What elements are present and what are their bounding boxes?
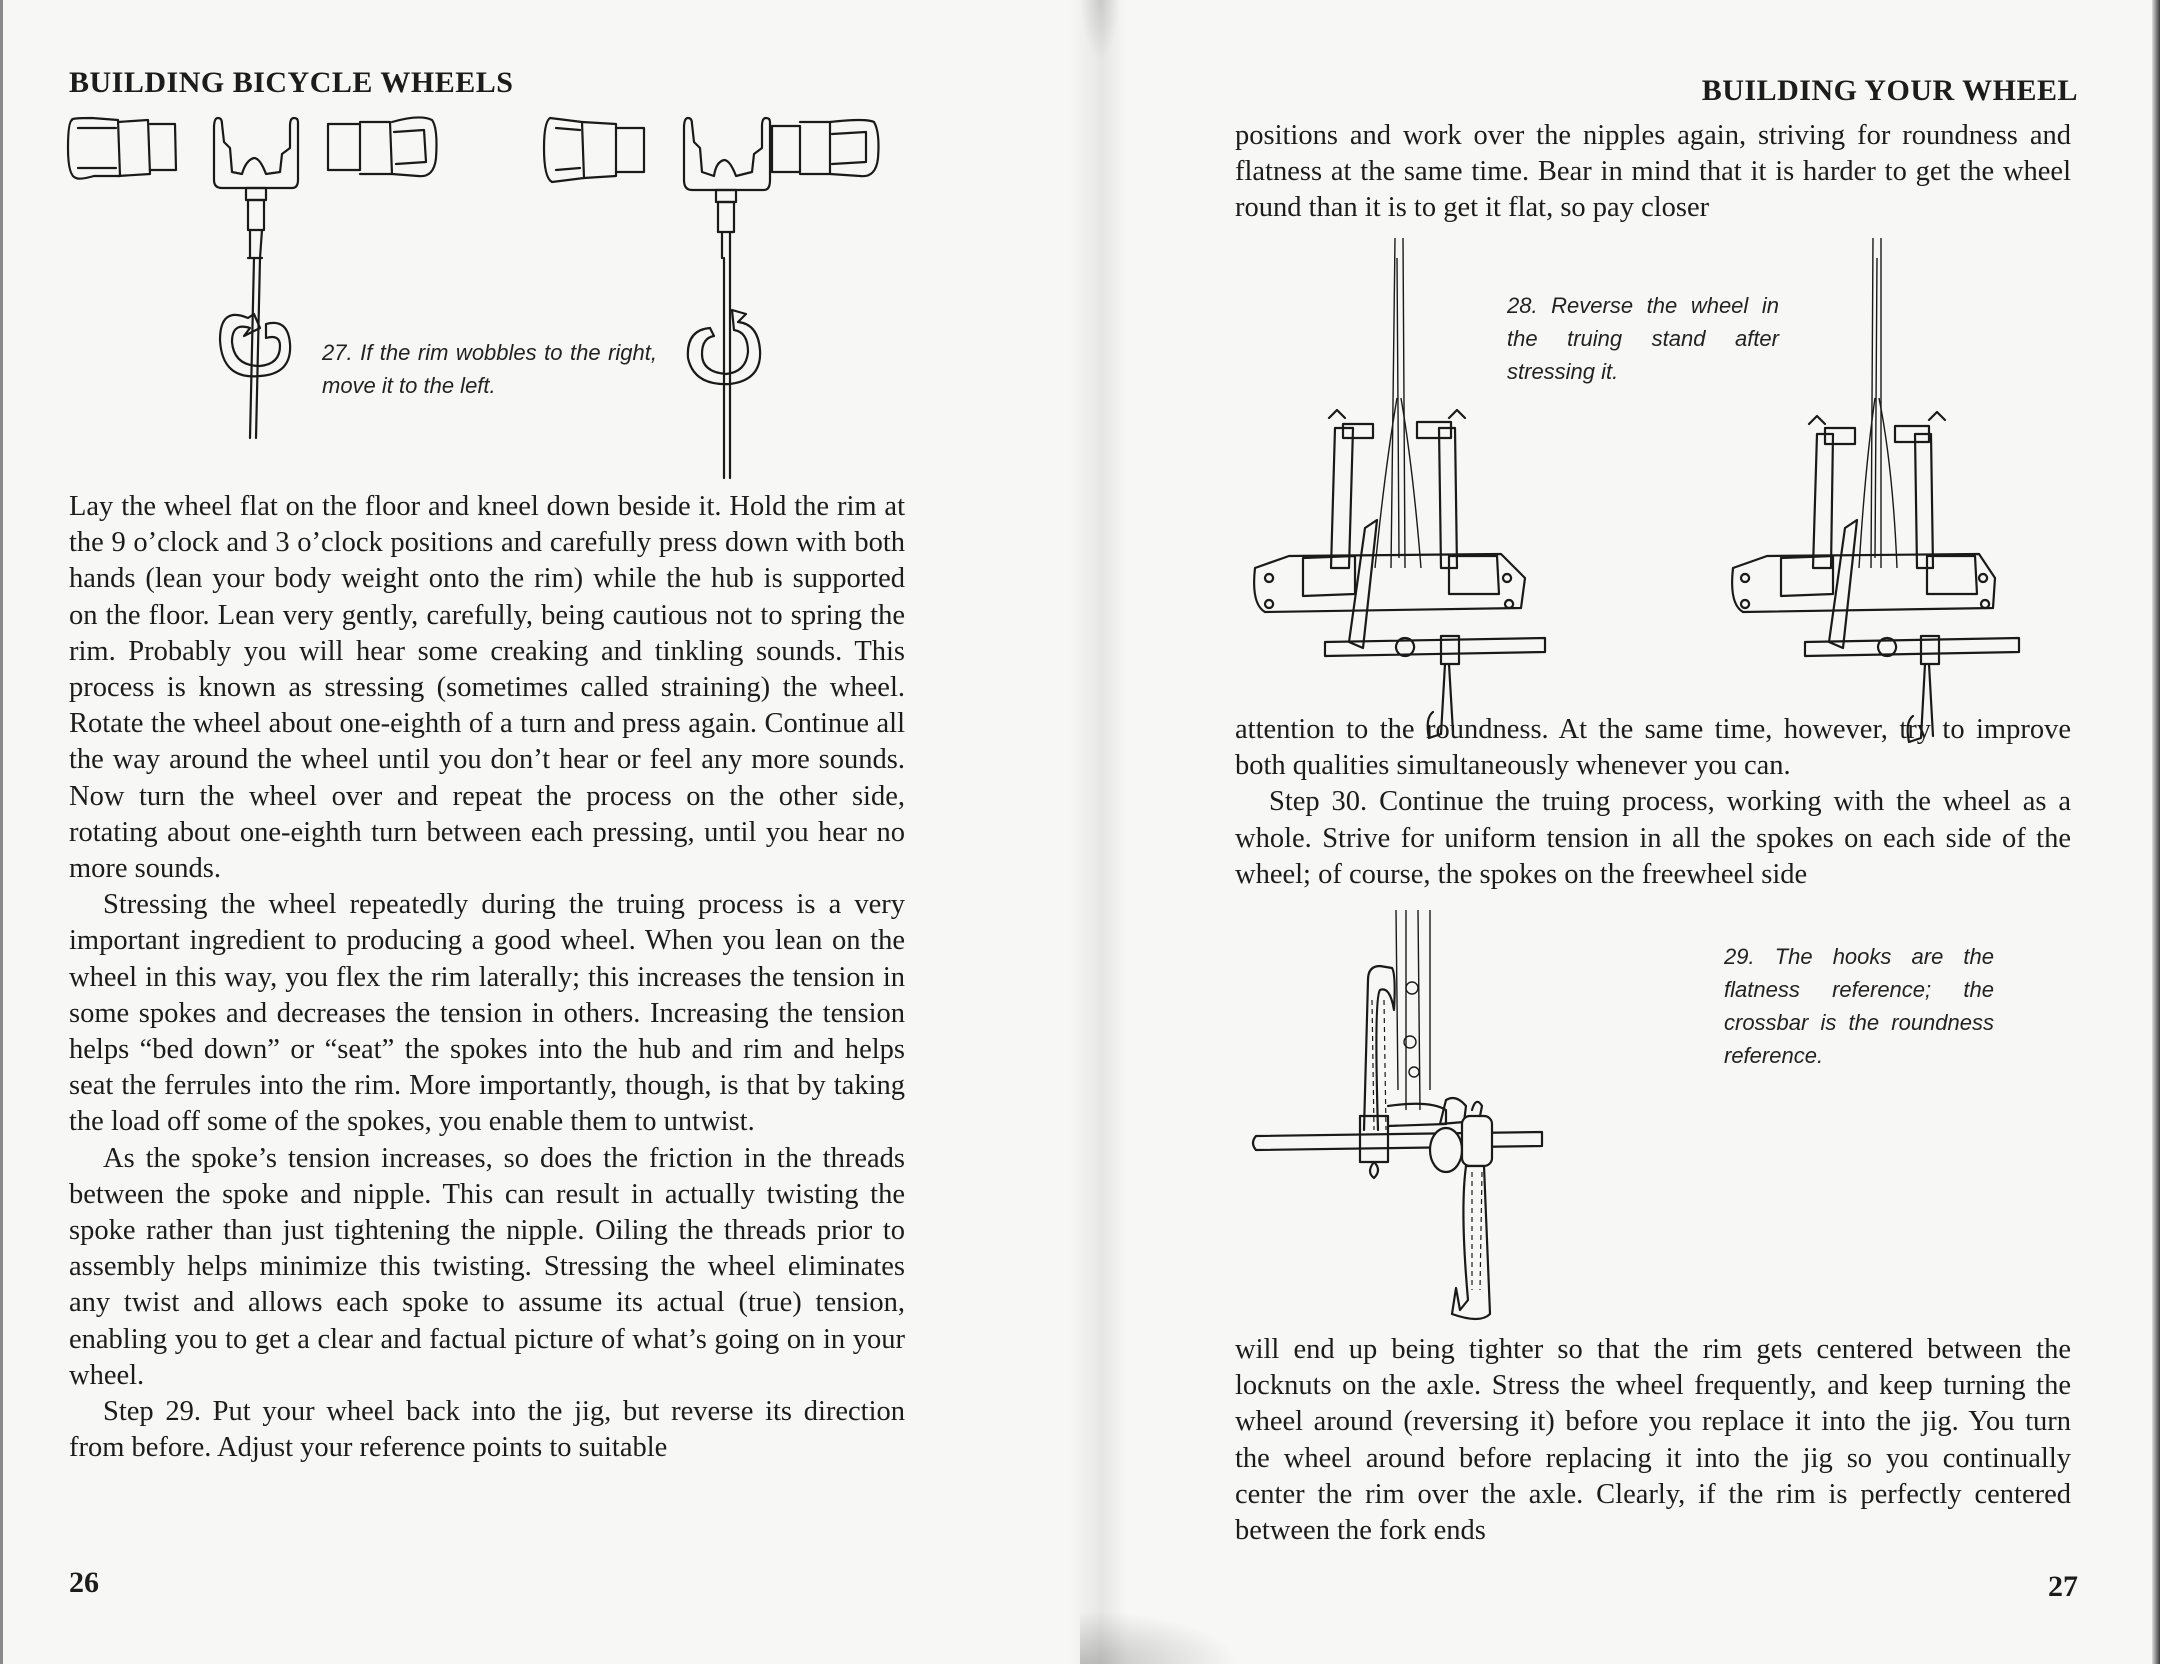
gutter-top-shadow: [1080, 0, 1120, 60]
running-head-left: BUILDING BICYCLE WHEELS: [69, 66, 514, 99]
rim-section-right-a: [544, 118, 644, 182]
truing-stand-left: [1254, 238, 1545, 738]
book-gutter-shadow: [1068, 0, 1128, 1664]
right-page-edge: [2152, 0, 2160, 1664]
paragraph: Stressing the wheel repeatedly during the truing process is a very important ingredient to producing a good wheel. When you lean on the wheel in this way, you flex the rim laterally; this increases the tension in some spokes and decreases the tension in others. Increasing the tension helps “bed down” or “seat” the spokes into the hub and rim and helps seat the ferrules into the rim. More importantly, though, is that by taking the load off some of the spokes, you enable them to untwist.: [69, 889, 905, 1138]
paragraph: Step 30. Continue the truing process, working with the wheel as a whole. Strive for uniform tension in all the spokes on each side of the wheel; of course, the spokes on the freewheel side: [1235, 786, 2071, 890]
page-number-left: 26: [69, 1566, 99, 1599]
paragraph: Lay the wheel flat on the floor and kneel down beside it. Hold the rim at the 9 o’clock and 3 o’clock positions and carefully press down with both hands (lean your body weight onto the rim) while the hub is supported on the floor. Lean very gently, carefully, being cautious not to spring the rim. Probably you will hear some creaking and tinkling sounds. This process is known as stressing (sometimes called straining) the wheel. Rotate the wheel about one-eighth of a turn and press again. Continue all the way around the wheel until you don’t hear or feel any more sounds. Now turn the wheel over and repeat the process on the other side, rotating about one-eighth turn between each pressing, until you hear no more sounds.: [69, 491, 905, 885]
spoke-wrench-diagram-icon: [70, 118, 930, 478]
paragraph: As the spoke’s tension increases, so does the friction in the threads between the spoke and nipple. This can result in actually twisting the spoke rather than just tightening the nipple. Oiling the threads prior to assembly helps minimize this twisting. Stressing the wheel eliminates any twist and allows each spoke to assume its actual (true) tension, enabling you to get a clear and factual picture of what’s going on in your wheel.: [69, 1142, 905, 1391]
nipple-wrench-left: [214, 118, 298, 438]
left-page-edge: [0, 0, 3, 1664]
hooks-crossbar-diagram-icon: [1250, 910, 1710, 1330]
right-page-body-block-1: [1235, 118, 2071, 227]
paragraph: Step 29. Put your wheel back into the jig, but reverse its direction from before. Adjust your reference points to suitable: [69, 1396, 905, 1464]
rim-section-left-b: [328, 117, 437, 176]
page-number-right: 27: [2048, 1570, 2078, 1603]
figure-29-caption: 29. The hooks are the flatness reference; the crossbar is the roundness reference.: [1724, 944, 1994, 1068]
paragraph: will end up being tighter so that the rim gets centered between the locknuts on the axle. Stress the wheel frequently, and keep turning the wheel around (reversing it) before you replace it into the jig. You turn the wheel around before replacing it into the jig so you continually center the rim over the axle. Clearly, if the rim is perfectly centered between the fork ends: [1235, 1334, 2071, 1547]
paragraph: positions and work over the nipples again, striving for roundness and flatness at the same time. Bear in mind that it is harder to get the wheel round than it is to get it flat, so pay closer: [1235, 120, 2071, 224]
nipple-wrench-right: [684, 118, 770, 478]
figure-29-hooks-crossbar: [1250, 910, 1710, 1330]
corner-shadow: [1080, 1610, 1240, 1664]
right-page-body-block-2: [1235, 712, 2071, 893]
left-page-body: [69, 489, 905, 1466]
figure-27-rim-wobble: [70, 118, 930, 478]
rim-section-right-b: [772, 120, 879, 176]
rim-section-left-a: [68, 118, 176, 179]
right-page-body-block-3: [1235, 1332, 2071, 1549]
figure-28-caption: 28. Reverse the wheel in the truing stand after stressing it.: [1507, 293, 1779, 384]
paragraph: attention to the roundness. At the same time, however, try to improve both qualities simultaneously whenever you can.: [1235, 714, 2071, 782]
figure-27-caption: 27. If the rim wobbles to the right, move it to the left.: [322, 340, 657, 398]
running-head-right: BUILDING YOUR WHEEL: [1701, 74, 2078, 107]
